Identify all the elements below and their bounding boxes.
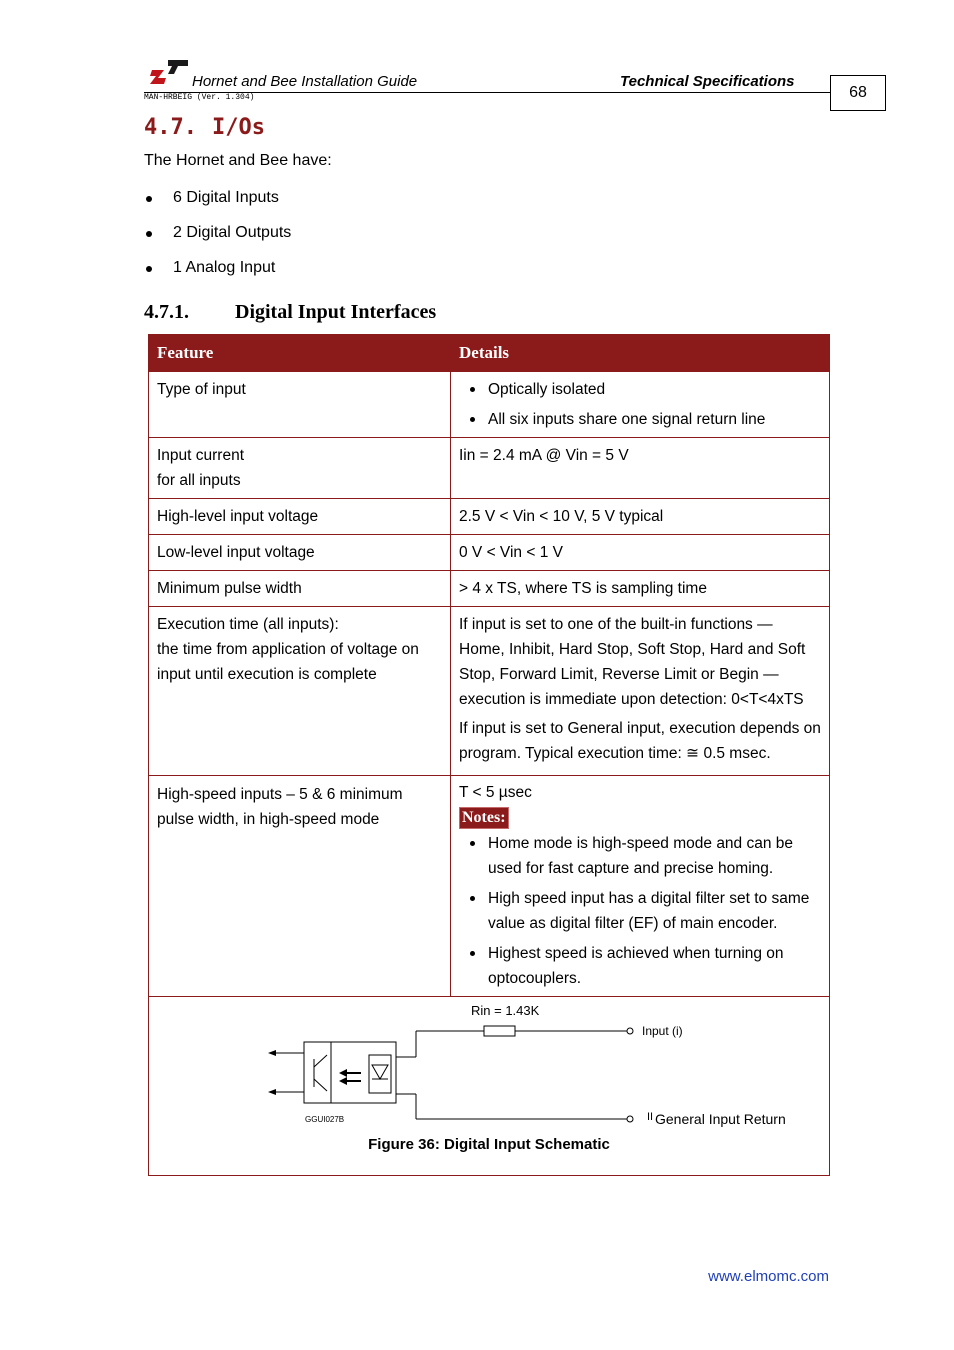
section-header: Technical Specifications bbox=[620, 73, 795, 90]
subsection-title: Digital Input Interfaces bbox=[235, 301, 437, 323]
return-prefix: II bbox=[647, 1111, 654, 1123]
notes-label: Notes: bbox=[459, 807, 509, 829]
feature-cell bbox=[149, 776, 451, 997]
document-title: Hornet and Bee Installation Guide bbox=[192, 73, 418, 90]
output-arrow-icon bbox=[268, 1089, 276, 1095]
details-cell: Iin = 2.4 mA @ Vin = 5 V bbox=[451, 438, 830, 499]
table-row bbox=[149, 372, 830, 438]
table-row bbox=[149, 776, 830, 997]
list-item: High speed input has a digital filter set to same value as digital filter (EF) of main encoder. bbox=[459, 886, 821, 936]
feature-text: High-speed inputs – 5 & 6 minimum pulse width, in high-speed mode bbox=[157, 786, 403, 828]
section-heading bbox=[144, 115, 265, 140]
list-item: Home mode is high-speed mode and can be used for fast capture and precise homing. bbox=[459, 831, 821, 881]
subsection-number: 4.7.1. bbox=[144, 301, 189, 323]
feature-cell bbox=[149, 499, 451, 535]
list-item: All six inputs share one signal return line bbox=[459, 407, 821, 432]
list-item: 2 Digital Outputs bbox=[144, 223, 291, 258]
feature-text: Execution time (all inputs): bbox=[157, 616, 339, 633]
digital-input-table bbox=[148, 334, 830, 1176]
column-header-details: Details bbox=[451, 335, 830, 372]
feature-text: Low-level input voltage bbox=[157, 544, 315, 561]
list-item: 1 Analog Input bbox=[144, 258, 291, 293]
details-paragraph: If input is set to one of the built-in functions — Home, Inhibit, Hard Stop, Soft Stop, Hard and Soft Stop, Forward Limit, Reverse Limit or Begin — execution is immediate upon detection: 0<T<4xTS bbox=[459, 616, 806, 708]
section-title: I/Os bbox=[212, 115, 265, 140]
feature-cell bbox=[149, 571, 451, 607]
table-header-row bbox=[149, 335, 830, 372]
output-arrow-icon bbox=[268, 1050, 276, 1056]
io-list bbox=[144, 188, 291, 293]
input-terminal bbox=[627, 1028, 633, 1034]
website-link[interactable]: www.elmomc.com bbox=[708, 1268, 829, 1285]
details-cell bbox=[451, 372, 830, 438]
version-label: MAN-HRBEIG (Ver. 1.304) bbox=[144, 93, 255, 102]
feature-cell bbox=[149, 438, 451, 499]
elmo-logo-icon bbox=[148, 58, 190, 88]
feature-cell bbox=[149, 535, 451, 571]
figure-caption: Figure 36: Digital Input Schematic bbox=[368, 1136, 610, 1153]
details-list bbox=[459, 377, 821, 432]
return-terminal bbox=[627, 1116, 633, 1122]
input-label: Input (i) bbox=[642, 1024, 683, 1038]
details-paragraph: If input is set to General input, execution depends on program. Typical execution time: ≅ 0.5 msec. bbox=[459, 720, 821, 762]
table-row bbox=[149, 607, 830, 776]
feature-text: Input current bbox=[157, 447, 245, 464]
table-row bbox=[149, 535, 830, 571]
list-item: 6 Digital Inputs bbox=[144, 188, 291, 223]
subsection-heading bbox=[144, 301, 436, 324]
table-row bbox=[149, 997, 830, 1176]
details-cell: > 4 x TS, where TS is sampling time bbox=[451, 571, 830, 607]
feature-text: the time from application of voltage on input until execution is complete bbox=[157, 641, 419, 683]
column-header-feature: Feature bbox=[149, 335, 451, 372]
figure-cell bbox=[149, 997, 830, 1176]
feature-text: High-level input voltage bbox=[157, 508, 319, 525]
feature-cell bbox=[149, 607, 451, 776]
list-item: Optically isolated bbox=[459, 377, 821, 402]
details-cell bbox=[451, 607, 830, 776]
table-row bbox=[149, 438, 830, 499]
return-label: General Input Return bbox=[655, 1111, 786, 1127]
resistor bbox=[484, 1026, 515, 1036]
rin-label: Rin = 1.43K bbox=[471, 1003, 540, 1018]
table-row bbox=[149, 571, 830, 607]
intro-text: The Hornet and Bee have: bbox=[144, 152, 332, 169]
table-row bbox=[149, 499, 830, 535]
feature-cell bbox=[149, 372, 451, 438]
details-cell bbox=[451, 776, 830, 997]
section-number: 4.7. bbox=[144, 115, 197, 140]
feature-text: Type of input bbox=[157, 381, 246, 398]
feature-text: Minimum pulse width bbox=[157, 580, 302, 597]
notes-list bbox=[459, 831, 821, 991]
list-item: Highest speed is achieved when turning on optocouplers. bbox=[459, 941, 821, 991]
details-cell: 2.5 V < Vin < 10 V, 5 V typical bbox=[451, 499, 830, 535]
feature-text: for all inputs bbox=[157, 472, 241, 489]
page-number: 68 bbox=[830, 75, 886, 111]
details-cell: 0 V < Vin < 1 V bbox=[451, 535, 830, 571]
details-text: T < 5 µsec bbox=[459, 784, 532, 801]
schematic-code: GGUI027B bbox=[305, 1115, 345, 1124]
digital-input-schematic bbox=[149, 997, 829, 1127]
